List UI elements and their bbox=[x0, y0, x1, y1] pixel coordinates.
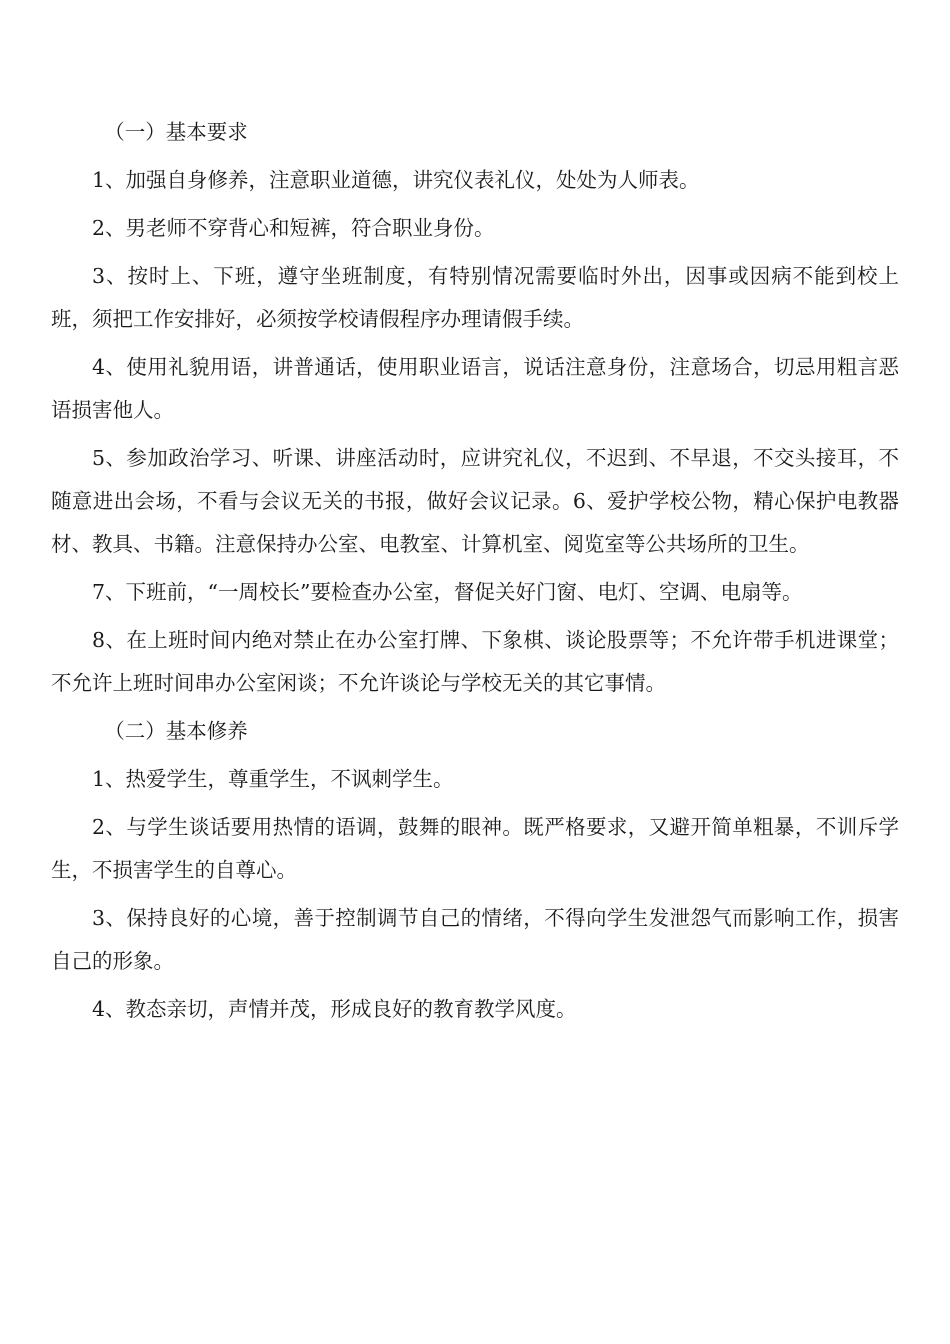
paragraph: 8、在上班时间内绝对禁止在办公室打牌、下象棋、谈论股票等；不允许带手机进课堂；不允许上班时间串办公室闲谈；不允许谈论与学校无关的其它事情。 bbox=[51, 628, 899, 695]
paragraph: 3、保持良好的心境，善于控制调节自己的情绪，不得向学生发泄怨气而影响工作，损害自己的形象。 bbox=[51, 906, 899, 973]
paragraph: 4、使用礼貌用语，讲普通话，使用职业语言，说话注意身份，注意场合，切忌用粗言恶语损害他人。 bbox=[51, 355, 899, 422]
paragraph: 4、教态亲切，声情并茂，形成良好的教育教学风度。 bbox=[92, 997, 577, 1021]
paragraph: 5、参加政治学习、听课、讲座活动时，应讲究礼仪，不迟到、不早退，不交头接耳，不随意进出会场，不看与会议无关的书报，做好会议记录。6、爱护学校公物，精心保护电教器材、教具、书籍。注意保持办公室、电教室、计算机室、阅览室等公共场所的卫生。 bbox=[51, 446, 899, 556]
section-heading-basic-requirements: （一）基本要求 bbox=[104, 120, 248, 144]
section-heading-basic-cultivation: （二）基本修养 bbox=[104, 719, 248, 743]
paragraph: 1、热爱学生，尊重学生，不讽刺学生。 bbox=[92, 767, 454, 791]
paragraph: 3、按时上、下班，遵守坐班制度，有特别情况需要临时外出，因事或因病不能到校上班，须把工作安排好，必须按学校请假程序办理请假手续。 bbox=[51, 264, 899, 331]
paragraph: 7、下班前，“一周校长”要检查办公室，督促关好门窗、电灯、空调、电扇等。 bbox=[92, 580, 803, 604]
paragraph: 1、加强自身修养，注意职业道德，讲究仪表礼仪，处处为人师表。 bbox=[92, 168, 700, 192]
document-body bbox=[51, 111, 899, 1036]
paragraph: 2、男老师不穿背心和短裤，符合职业身份。 bbox=[92, 216, 495, 240]
paragraph: 2、与学生谈话要用热情的语调，鼓舞的眼神。既严格要求，又避开简单粗暴，不训斥学生，不损害学生的自尊心。 bbox=[51, 815, 899, 882]
